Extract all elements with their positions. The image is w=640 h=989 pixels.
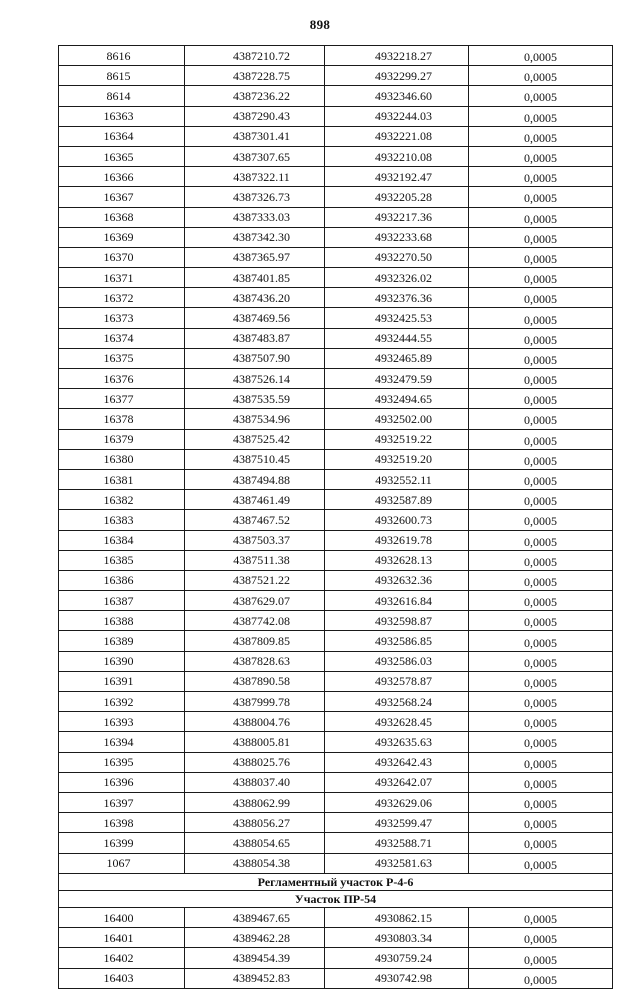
x-coordinate-cell: 4387326.73 bbox=[185, 187, 325, 207]
y-coordinate-cell: 4930742.98 bbox=[325, 968, 469, 988]
tolerance-cell: 0,0005 bbox=[469, 429, 613, 449]
tolerance-cell: 0,0005 bbox=[469, 928, 613, 948]
y-coordinate-cell: 4932599.47 bbox=[325, 813, 469, 833]
x-coordinate-cell: 4388025.76 bbox=[185, 752, 325, 772]
tolerance-cell: 0,0005 bbox=[469, 631, 613, 651]
x-coordinate-cell: 4387629.07 bbox=[185, 591, 325, 611]
point-number-cell: 8615 bbox=[59, 66, 185, 86]
x-coordinate-cell: 4387365.97 bbox=[185, 247, 325, 267]
table-row bbox=[59, 908, 613, 928]
tolerance-cell: 0,0005 bbox=[469, 853, 613, 873]
page-number: 898 bbox=[309, 17, 331, 32]
y-coordinate-cell: 4932205.28 bbox=[325, 187, 469, 207]
section-title-plot: Участок ПР-54 bbox=[59, 890, 613, 907]
coordinates-table-body-lower bbox=[59, 908, 613, 989]
point-number-cell: 16376 bbox=[59, 369, 185, 389]
y-coordinate-cell: 4932479.59 bbox=[325, 369, 469, 389]
tolerance-cell: 0,0005 bbox=[469, 908, 613, 928]
x-coordinate-cell: 4387401.85 bbox=[185, 268, 325, 288]
table-row bbox=[59, 968, 613, 988]
table-row bbox=[59, 692, 613, 712]
x-coordinate-cell: 4387809.85 bbox=[185, 631, 325, 651]
point-number-cell: 16370 bbox=[59, 247, 185, 267]
y-coordinate-cell: 4932568.24 bbox=[325, 692, 469, 712]
tolerance-cell: 0,0005 bbox=[469, 288, 613, 308]
tolerance-cell: 0,0005 bbox=[469, 187, 613, 207]
point-number-cell: 16400 bbox=[59, 908, 185, 928]
point-number-cell: 16384 bbox=[59, 530, 185, 550]
y-coordinate-cell: 4932628.45 bbox=[325, 712, 469, 732]
point-number-cell: 16396 bbox=[59, 772, 185, 792]
tolerance-cell: 0,0005 bbox=[469, 348, 613, 368]
point-number-cell: 16367 bbox=[59, 187, 185, 207]
table-row bbox=[59, 752, 613, 772]
table-row bbox=[59, 813, 613, 833]
coordinates-table bbox=[58, 45, 613, 989]
x-coordinate-cell: 4388054.38 bbox=[185, 853, 325, 873]
point-number-cell: 16372 bbox=[59, 288, 185, 308]
table-row bbox=[59, 530, 613, 550]
y-coordinate-cell: 4932632.36 bbox=[325, 570, 469, 590]
tolerance-cell: 0,0005 bbox=[469, 308, 613, 328]
y-coordinate-cell: 4932586.85 bbox=[325, 631, 469, 651]
tolerance-cell: 0,0005 bbox=[469, 570, 613, 590]
table-row bbox=[59, 268, 613, 288]
table-row bbox=[59, 288, 613, 308]
point-number-cell: 16381 bbox=[59, 469, 185, 489]
tolerance-cell: 0,0005 bbox=[469, 46, 613, 66]
x-coordinate-cell: 4387333.03 bbox=[185, 207, 325, 227]
y-coordinate-cell: 4932552.11 bbox=[325, 469, 469, 489]
table-row bbox=[59, 792, 613, 812]
point-number-cell: 16373 bbox=[59, 308, 185, 328]
table-row bbox=[59, 631, 613, 651]
x-coordinate-cell: 4387507.90 bbox=[185, 348, 325, 368]
x-coordinate-cell: 4387461.49 bbox=[185, 490, 325, 510]
table-row bbox=[59, 510, 613, 530]
table-row bbox=[59, 550, 613, 570]
point-number-cell: 16397 bbox=[59, 792, 185, 812]
point-number-cell: 16391 bbox=[59, 671, 185, 691]
point-number-cell: 16382 bbox=[59, 490, 185, 510]
y-coordinate-cell: 4932587.89 bbox=[325, 490, 469, 510]
y-coordinate-cell: 4932346.60 bbox=[325, 86, 469, 106]
table-row bbox=[59, 348, 613, 368]
y-coordinate-cell: 4932210.08 bbox=[325, 146, 469, 166]
y-coordinate-cell: 4932192.47 bbox=[325, 167, 469, 187]
y-coordinate-cell: 4932299.27 bbox=[325, 66, 469, 86]
y-coordinate-cell: 4932217.36 bbox=[325, 207, 469, 227]
tolerance-cell: 0,0005 bbox=[469, 772, 613, 792]
point-number-cell: 16374 bbox=[59, 328, 185, 348]
table-row bbox=[59, 227, 613, 247]
tolerance-cell: 0,0005 bbox=[469, 167, 613, 187]
tolerance-cell: 0,0005 bbox=[469, 813, 613, 833]
point-number-cell: 16386 bbox=[59, 570, 185, 590]
point-number-cell: 16392 bbox=[59, 692, 185, 712]
y-coordinate-cell: 4930803.34 bbox=[325, 928, 469, 948]
x-coordinate-cell: 4387742.08 bbox=[185, 611, 325, 631]
x-coordinate-cell: 4387307.65 bbox=[185, 146, 325, 166]
x-coordinate-cell: 4389454.39 bbox=[185, 948, 325, 968]
table-row bbox=[59, 328, 613, 348]
x-coordinate-cell: 4387890.58 bbox=[185, 671, 325, 691]
point-number-cell: 16399 bbox=[59, 833, 185, 853]
x-coordinate-cell: 4387483.87 bbox=[185, 328, 325, 348]
table-row bbox=[59, 66, 613, 86]
point-number-cell: 16371 bbox=[59, 268, 185, 288]
x-coordinate-cell: 4388004.76 bbox=[185, 712, 325, 732]
section-row-plot bbox=[59, 890, 613, 907]
x-coordinate-cell: 4387828.63 bbox=[185, 651, 325, 671]
coordinates-table-sections bbox=[59, 873, 613, 907]
tolerance-cell: 0,0005 bbox=[469, 752, 613, 772]
y-coordinate-cell: 4932642.07 bbox=[325, 772, 469, 792]
x-coordinate-cell: 4387290.43 bbox=[185, 106, 325, 126]
y-coordinate-cell: 4932619.78 bbox=[325, 530, 469, 550]
y-coordinate-cell: 4932635.63 bbox=[325, 732, 469, 752]
point-number-cell: 16379 bbox=[59, 429, 185, 449]
y-coordinate-cell: 4932233.68 bbox=[325, 227, 469, 247]
tolerance-cell: 0,0005 bbox=[469, 328, 613, 348]
y-coordinate-cell: 4932581.63 bbox=[325, 853, 469, 873]
y-coordinate-cell: 4932628.13 bbox=[325, 550, 469, 570]
point-number-cell: 16383 bbox=[59, 510, 185, 530]
tolerance-cell: 0,0005 bbox=[469, 692, 613, 712]
point-number-cell: 16390 bbox=[59, 651, 185, 671]
table-row bbox=[59, 146, 613, 166]
x-coordinate-cell: 4387535.59 bbox=[185, 389, 325, 409]
tolerance-cell: 0,0005 bbox=[469, 968, 613, 988]
point-number-cell: 16369 bbox=[59, 227, 185, 247]
tolerance-cell: 0,0005 bbox=[469, 469, 613, 489]
x-coordinate-cell: 4388062.99 bbox=[185, 792, 325, 812]
table-row bbox=[59, 308, 613, 328]
point-number-cell: 1067 bbox=[59, 853, 185, 873]
x-coordinate-cell: 4387510.45 bbox=[185, 449, 325, 469]
x-coordinate-cell: 4388037.40 bbox=[185, 772, 325, 792]
tolerance-cell: 0,0005 bbox=[469, 732, 613, 752]
x-coordinate-cell: 4387342.30 bbox=[185, 227, 325, 247]
table-row bbox=[59, 247, 613, 267]
point-number-cell: 16377 bbox=[59, 389, 185, 409]
point-number-cell: 16375 bbox=[59, 348, 185, 368]
y-coordinate-cell: 4932376.36 bbox=[325, 288, 469, 308]
y-coordinate-cell: 4932218.27 bbox=[325, 46, 469, 66]
table-row bbox=[59, 712, 613, 732]
y-coordinate-cell: 4932221.08 bbox=[325, 126, 469, 146]
point-number-cell: 16395 bbox=[59, 752, 185, 772]
tolerance-cell: 0,0005 bbox=[469, 530, 613, 550]
x-coordinate-cell: 4387236.22 bbox=[185, 86, 325, 106]
table-row bbox=[59, 187, 613, 207]
table-row bbox=[59, 207, 613, 227]
x-coordinate-cell: 4387525.42 bbox=[185, 429, 325, 449]
x-coordinate-cell: 4387511.38 bbox=[185, 550, 325, 570]
x-coordinate-cell: 4387228.75 bbox=[185, 66, 325, 86]
table-row bbox=[59, 591, 613, 611]
x-coordinate-cell: 4387999.78 bbox=[185, 692, 325, 712]
tolerance-cell: 0,0005 bbox=[469, 207, 613, 227]
point-number-cell: 16394 bbox=[59, 732, 185, 752]
coordinates-table-body-upper bbox=[59, 46, 613, 874]
tolerance-cell: 0,0005 bbox=[469, 591, 613, 611]
table-row bbox=[59, 369, 613, 389]
table-row bbox=[59, 126, 613, 146]
y-coordinate-cell: 4932444.55 bbox=[325, 328, 469, 348]
point-number-cell: 16364 bbox=[59, 126, 185, 146]
point-number-cell: 16388 bbox=[59, 611, 185, 631]
tolerance-cell: 0,0005 bbox=[469, 449, 613, 469]
table-row bbox=[59, 469, 613, 489]
x-coordinate-cell: 4388005.81 bbox=[185, 732, 325, 752]
section-row-reglament bbox=[59, 873, 613, 890]
x-coordinate-cell: 4389452.83 bbox=[185, 968, 325, 988]
table-row bbox=[59, 853, 613, 873]
table-row bbox=[59, 167, 613, 187]
y-coordinate-cell: 4932270.50 bbox=[325, 247, 469, 267]
tolerance-cell: 0,0005 bbox=[469, 247, 613, 267]
table-row bbox=[59, 772, 613, 792]
point-number-cell: 16385 bbox=[59, 550, 185, 570]
x-coordinate-cell: 4387210.72 bbox=[185, 46, 325, 66]
y-coordinate-cell: 4932598.87 bbox=[325, 611, 469, 631]
tolerance-cell: 0,0005 bbox=[469, 227, 613, 247]
table-row bbox=[59, 106, 613, 126]
x-coordinate-cell: 4387534.96 bbox=[185, 409, 325, 429]
tolerance-cell: 0,0005 bbox=[469, 550, 613, 570]
tolerance-cell: 0,0005 bbox=[469, 833, 613, 853]
tolerance-cell: 0,0005 bbox=[469, 268, 613, 288]
x-coordinate-cell: 4387469.56 bbox=[185, 308, 325, 328]
y-coordinate-cell: 4932465.89 bbox=[325, 348, 469, 368]
tolerance-cell: 0,0005 bbox=[469, 146, 613, 166]
point-number-cell: 8614 bbox=[59, 86, 185, 106]
table-row bbox=[59, 429, 613, 449]
y-coordinate-cell: 4932519.20 bbox=[325, 449, 469, 469]
tolerance-cell: 0,0005 bbox=[469, 651, 613, 671]
point-number-cell: 16387 bbox=[59, 591, 185, 611]
table-row bbox=[59, 611, 613, 631]
point-number-cell: 16378 bbox=[59, 409, 185, 429]
tolerance-cell: 0,0005 bbox=[469, 510, 613, 530]
tolerance-cell: 0,0005 bbox=[469, 369, 613, 389]
point-number-cell: 16393 bbox=[59, 712, 185, 732]
tolerance-cell: 0,0005 bbox=[469, 490, 613, 510]
point-number-cell: 8616 bbox=[59, 46, 185, 66]
point-number-cell: 16366 bbox=[59, 167, 185, 187]
point-number-cell: 16389 bbox=[59, 631, 185, 651]
table-row bbox=[59, 928, 613, 948]
y-coordinate-cell: 4932600.73 bbox=[325, 510, 469, 530]
y-coordinate-cell: 4932519.22 bbox=[325, 429, 469, 449]
x-coordinate-cell: 4387521.22 bbox=[185, 570, 325, 590]
table-row bbox=[59, 948, 613, 968]
tolerance-cell: 0,0005 bbox=[469, 712, 613, 732]
x-coordinate-cell: 4387301.41 bbox=[185, 126, 325, 146]
table-row bbox=[59, 490, 613, 510]
y-coordinate-cell: 4932586.03 bbox=[325, 651, 469, 671]
point-number-cell: 16402 bbox=[59, 948, 185, 968]
y-coordinate-cell: 4932494.65 bbox=[325, 389, 469, 409]
table-row bbox=[59, 651, 613, 671]
x-coordinate-cell: 4388056.27 bbox=[185, 813, 325, 833]
x-coordinate-cell: 4387503.37 bbox=[185, 530, 325, 550]
tolerance-cell: 0,0005 bbox=[469, 86, 613, 106]
y-coordinate-cell: 4932244.03 bbox=[325, 106, 469, 126]
tolerance-cell: 0,0005 bbox=[469, 66, 613, 86]
y-coordinate-cell: 4932629.06 bbox=[325, 792, 469, 812]
point-number-cell: 16363 bbox=[59, 106, 185, 126]
x-coordinate-cell: 4389467.65 bbox=[185, 908, 325, 928]
point-number-cell: 16365 bbox=[59, 146, 185, 166]
point-number-cell: 16403 bbox=[59, 968, 185, 988]
table-row bbox=[59, 389, 613, 409]
x-coordinate-cell: 4387526.14 bbox=[185, 369, 325, 389]
tolerance-cell: 0,0005 bbox=[469, 611, 613, 631]
x-coordinate-cell: 4387322.11 bbox=[185, 167, 325, 187]
table-row bbox=[59, 46, 613, 66]
section-title-reglament: Регламентный участок Р-4-6 bbox=[59, 873, 613, 890]
tolerance-cell: 0,0005 bbox=[469, 409, 613, 429]
point-number-cell: 16368 bbox=[59, 207, 185, 227]
x-coordinate-cell: 4388054.65 bbox=[185, 833, 325, 853]
tolerance-cell: 0,0005 bbox=[469, 106, 613, 126]
tolerance-cell: 0,0005 bbox=[469, 671, 613, 691]
table-row bbox=[59, 732, 613, 752]
table-row bbox=[59, 570, 613, 590]
y-coordinate-cell: 4932578.87 bbox=[325, 671, 469, 691]
y-coordinate-cell: 4930862.15 bbox=[325, 908, 469, 928]
table-row bbox=[59, 449, 613, 469]
point-number-cell: 16398 bbox=[59, 813, 185, 833]
y-coordinate-cell: 4932502.00 bbox=[325, 409, 469, 429]
y-coordinate-cell: 4932425.53 bbox=[325, 308, 469, 328]
y-coordinate-cell: 4932326.02 bbox=[325, 268, 469, 288]
table-row bbox=[59, 671, 613, 691]
y-coordinate-cell: 4930759.24 bbox=[325, 948, 469, 968]
x-coordinate-cell: 4389462.28 bbox=[185, 928, 325, 948]
tolerance-cell: 0,0005 bbox=[469, 126, 613, 146]
tolerance-cell: 0,0005 bbox=[469, 792, 613, 812]
point-number-cell: 16401 bbox=[59, 928, 185, 948]
x-coordinate-cell: 4387436.20 bbox=[185, 288, 325, 308]
tolerance-cell: 0,0005 bbox=[469, 948, 613, 968]
x-coordinate-cell: 4387467.52 bbox=[185, 510, 325, 530]
table-row bbox=[59, 409, 613, 429]
y-coordinate-cell: 4932616.84 bbox=[325, 591, 469, 611]
table-row bbox=[59, 86, 613, 106]
y-coordinate-cell: 4932588.71 bbox=[325, 833, 469, 853]
table-row bbox=[59, 833, 613, 853]
x-coordinate-cell: 4387494.88 bbox=[185, 469, 325, 489]
y-coordinate-cell: 4932642.43 bbox=[325, 752, 469, 772]
tolerance-cell: 0,0005 bbox=[469, 389, 613, 409]
point-number-cell: 16380 bbox=[59, 449, 185, 469]
